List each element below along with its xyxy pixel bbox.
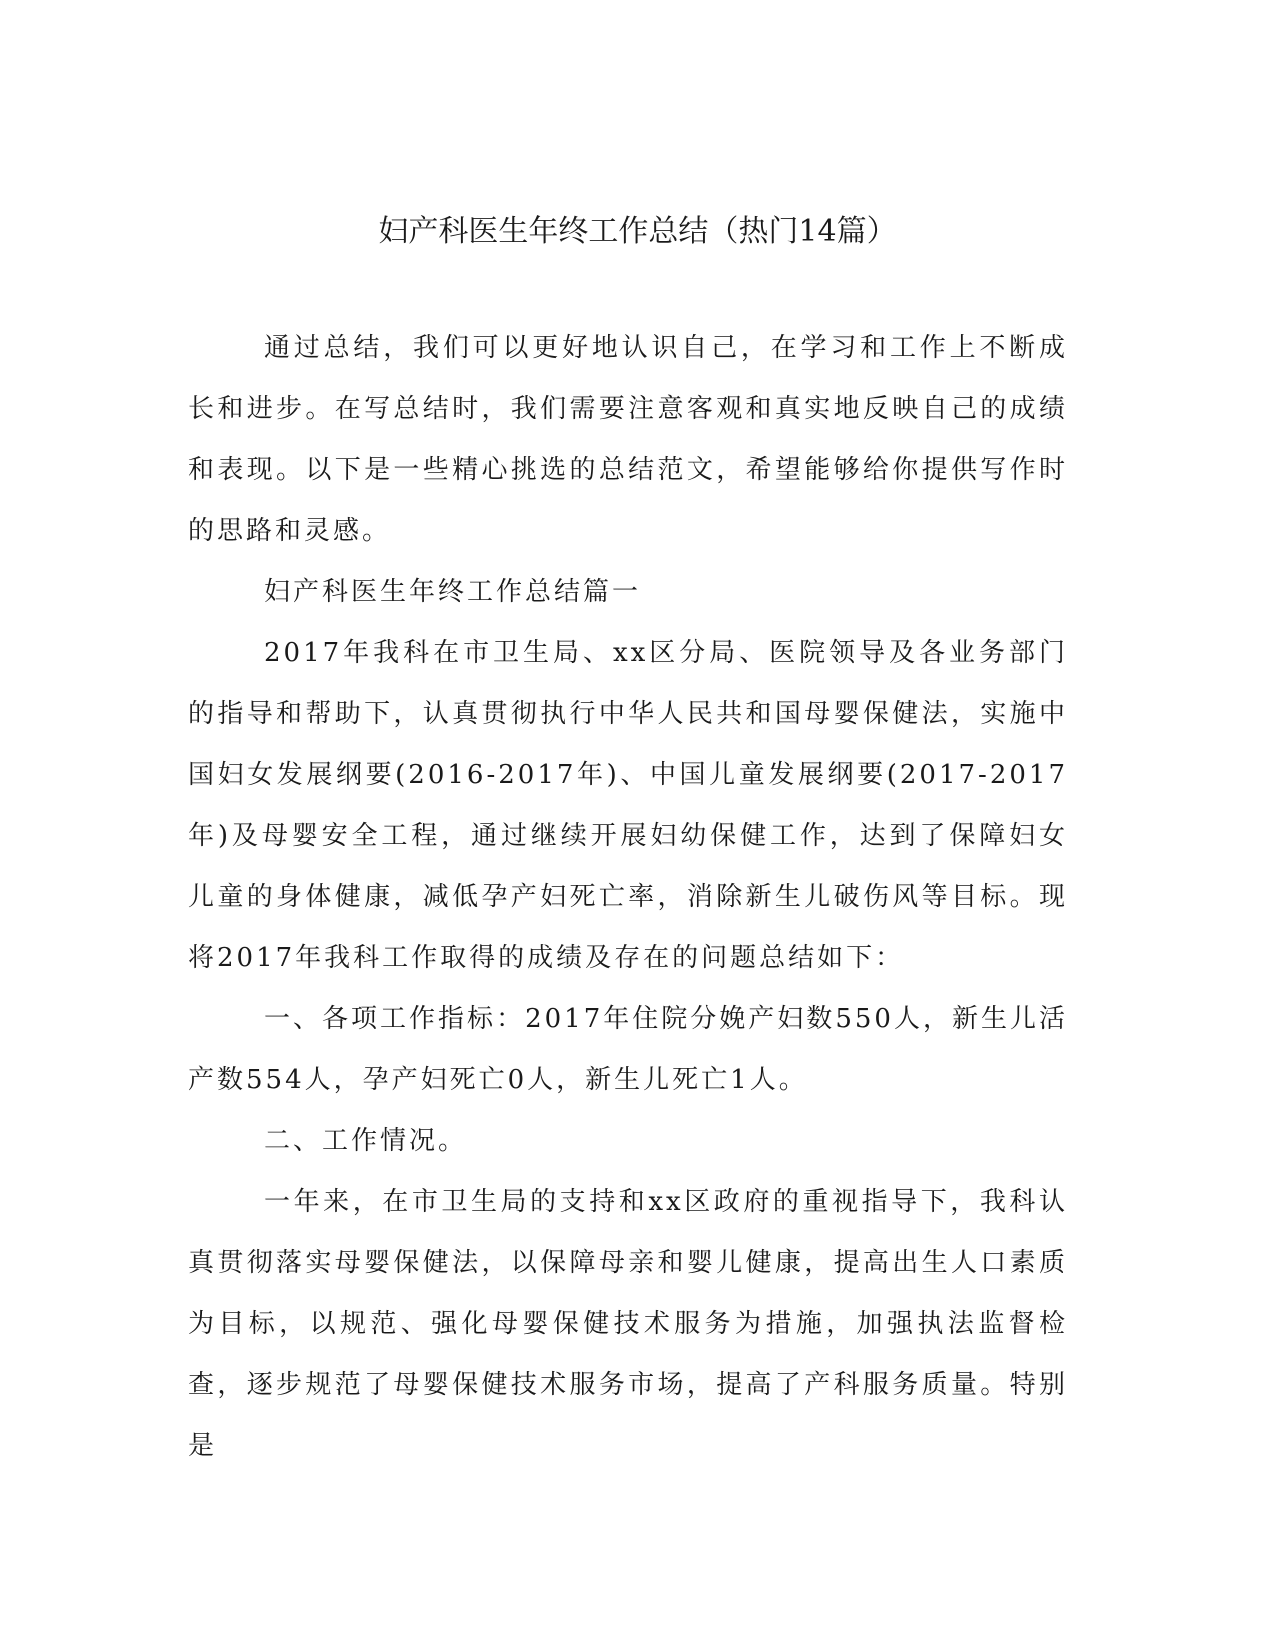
section-heading-1: 妇产科医生年终工作总结篇一 [264, 577, 642, 607]
document-body [188, 318, 1068, 1477]
paragraph-work-status: 一年来，在市卫生局的支持和xx区政府的重视指导下，我科认真贯彻落实母婴保健法，以保障母亲和婴儿健康，提高出生人口素质为目标，以规范、强化母婴保健技术服务为措施，加强执法监督检查，逐步规范了母婴保健技术服务市场，提高了产科服务质量。特别是 [188, 1187, 1068, 1461]
document-title: 妇产科医生年终工作总结（热门14篇） [378, 214, 897, 249]
paragraph-work-status-heading: 二、工作情况。 [264, 1126, 468, 1156]
paragraph-intro: 通过总结，我们可以更好地认识自己，在学习和工作上不断成长和进步。在写总结时，我们需要注意客观和真实地反映自己的成绩和表现。以下是一些精心挑选的总结范文，希望能够给你提供写作时的思路和灵感。 [188, 333, 1068, 546]
paragraph-summary: 2017年我科在市卫生局、xx区分局、医院领导及各业务部门的指导和帮助下，认真贯彻执行中华人民共和国母婴保健法，实施中国妇女发展纲要(2016-2017年)、中国儿童发展纲要(2017-2017年)及母婴安全工程，通过继续开展妇幼保健工作，达到了保障妇女儿童的身体健康，减低孕产妇死亡率，消除新生儿破伤风等目标。现将2017年我科工作取得的成绩及存在的问题总结如下： [188, 638, 1068, 973]
paragraph-indicators: 一、各项工作指标：2017年住院分娩产妇数550人，新生儿活产数554人，孕产妇死亡0人，新生儿死亡1人。 [188, 1004, 1068, 1095]
